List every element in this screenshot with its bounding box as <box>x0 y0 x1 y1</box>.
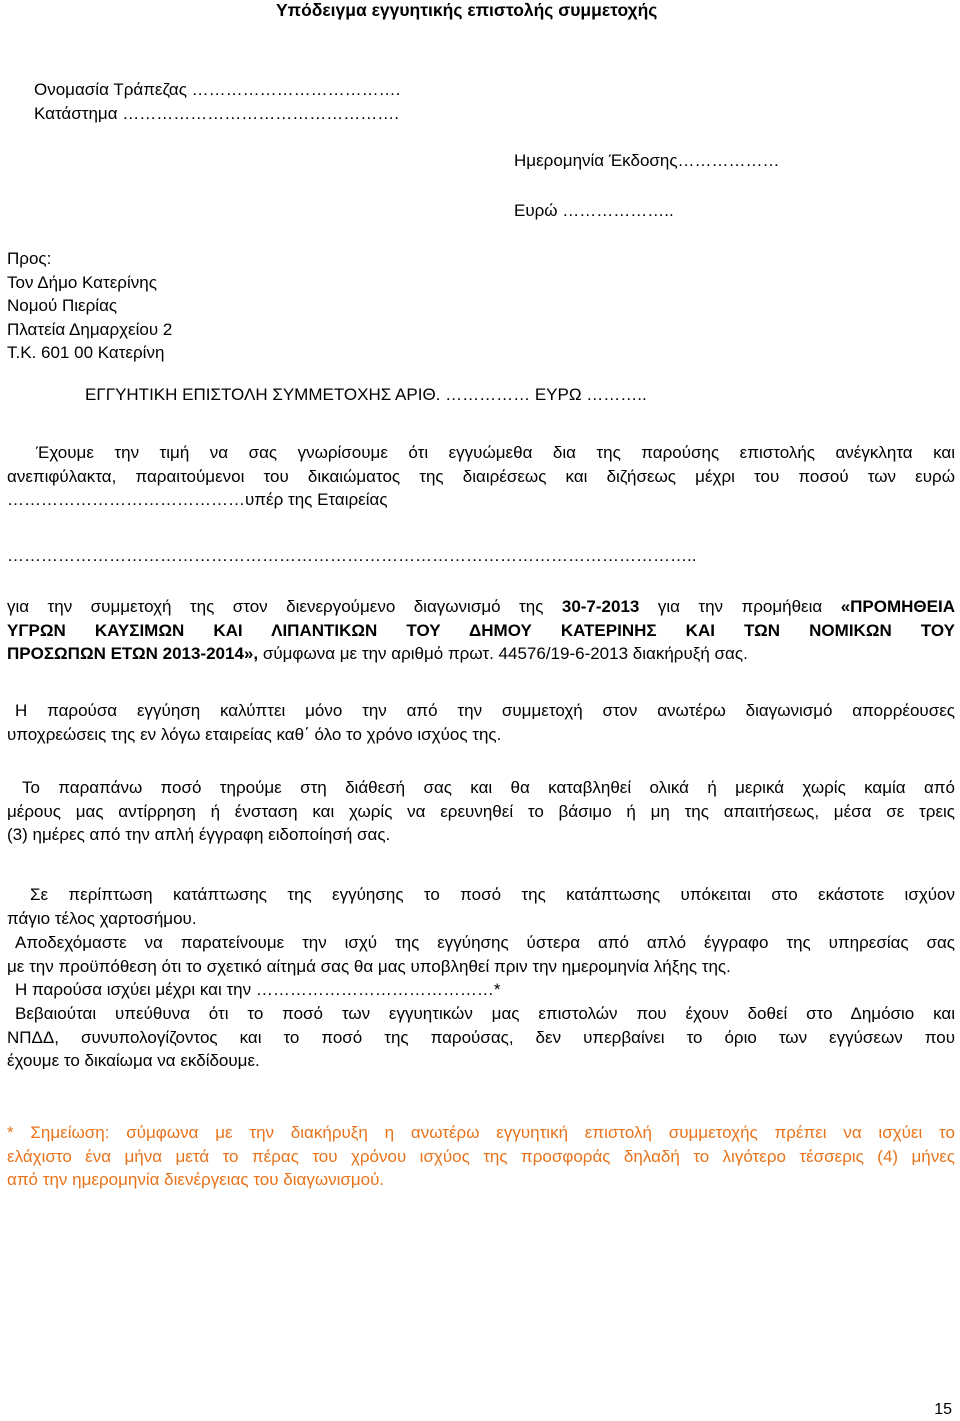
note-line: * Σημείωση: σύμφωνα με την διακήρυξη η ανωτέρω εγγυητική επιστολή συμμετοχής πρέπει να ισχύει το <box>7 1123 955 1142</box>
paragraph-line: Σε περίπτωση κατάπτωσης της εγγύησης το ποσό της κατάπτωσης υπόκειται στο εκάστοτε ισχύον <box>30 885 955 904</box>
paragraph-line <box>7 642 955 666</box>
paragraph-line: πάγιο τέλος χαρτοσήμου. <box>7 908 197 928</box>
paragraph-line: έχουμε το δικαίωμα να εκδίδουμε. <box>7 1051 260 1070</box>
tender-subject: ΥΓΡΩΝ ΚΑΥΣΙΜΩΝ ΚΑΙ ΛΙΠΑΝΤΙΚΩΝ ΤΟΥ ΔΗΜΟΥ ΚΑΤΕΡΙΝΗΣ ΚΑΙ ΤΩΝ ΝΟΜΙΚΩΝ ΤΟΥ <box>7 620 955 640</box>
branch-field: Κατάστημα …………………………………………. <box>34 104 399 123</box>
tender-subject: ΠΡΟΣΩΠΩΝ ΕΤΩΝ 2013-2014», <box>7 644 259 663</box>
paragraph-line: ……………………………………υπέρ της Εταιρείας <box>7 490 388 509</box>
paragraph-line: μέρους μας αντίρρηση ή ένσταση και χωρίς να ερευνηθεί το βάσιμο ή μη της απαιτήσεως, μέσα σε τρεις <box>7 801 955 821</box>
paragraph-declaration <box>7 1002 955 1073</box>
validity-line: Η παρούσα ισχύει μέχρι και την ……………………………………* <box>15 980 501 999</box>
paragraph-line: (3) ημέρες από την απλή έγγραφη ειδοποίησή σας. <box>7 825 391 844</box>
document-title: Υπόδειγμα εγγυητικής επιστολής συμμετοχής <box>276 0 658 20</box>
paragraph-line: Αποδεχόμαστε να παρατείνουμε την ισχύ της εγγύησης ύστερα από απλό έγγραφο της υπηρεσίας σας <box>15 933 955 952</box>
paragraph-line: ΝΠΔΔ, συνυπολογίζοντος και το ποσό της παρούσας, δεν υπερβαίνει το όριο των εγγύσεων που <box>7 1027 955 1047</box>
paragraph-stamp-duty <box>7 883 955 930</box>
bank-name-field: Ονομασία Τράπεζας ………………………………. <box>34 80 401 99</box>
euro-amount-field: Ευρώ ……………….. <box>514 201 674 220</box>
paragraph-line: υποχρεώσεις της εν λόγω εταιρείας καθ΄ όλο το χρόνο ισχύος της. <box>7 724 502 744</box>
paragraph-line: με την προϋπόθεση ότι το σχετικό αίτημά σας θα μας υποβληθεί πριν την ημερομηνία λήξης της. <box>7 956 731 976</box>
page-number: 15 <box>934 1401 952 1418</box>
paragraph-extension <box>7 931 955 978</box>
tender-text: σύμφωνα με την αριθμό πρωτ. 44576/19-6-2013 διακήρυξή σας. <box>258 644 748 663</box>
recipient-block <box>7 247 172 365</box>
recipient-to: Προς: <box>7 249 52 268</box>
tender-date: 30-7-2013 <box>561 597 640 616</box>
company-dots-line: ………………………………………………………………………………………………………….. <box>7 546 697 565</box>
paragraph-line: ανεπιφύλακτα, παραιτούμενοι του δικαιώματος της διαιρέσεως και διζήσεως μέχρι του ποσού των ευρώ <box>7 466 955 486</box>
paragraph-guarantee <box>7 441 955 512</box>
note-line: ελάχιστο ένα μήνα μετά το πέρας του χρόνου ισχύος της προσφοράς δηλαδή το λιγότερο τέσσερις (4) μήνες <box>7 1146 955 1166</box>
paragraph-line: Βεβαιούται υπεύθυνα ότι το ποσό των εγγυητικών μας επιστολών που έχουν δοθεί στο Δημόσιο και <box>15 1004 955 1023</box>
letter-heading: ΕΓΓΥΗΤΙΚΗ ΕΠΙΣΤΟΛΗ ΣΥΜΜΕΤΟΧΗΣ ΑΡΙΘ. …………… ΕΥΡΩ ……….. <box>85 385 647 404</box>
paragraph-coverage <box>7 699 955 746</box>
tender-text: για την συμμετοχή της στον διενεργούμενο διαγωνισμό της <box>7 597 562 616</box>
tender-text: για την προμήθεια <box>639 597 841 616</box>
paragraph-line: Το παραπάνω ποσό τηρούμε στη διάθεσή σας και θα καταβληθεί ολικά ή μερικά χωρίς καμία από <box>22 778 955 797</box>
paragraph-payment <box>7 776 955 847</box>
tender-subject: «ΠΡΟΜΗΘΕΙΑ <box>840 597 955 616</box>
note-block <box>7 1121 955 1192</box>
paragraph-line <box>7 595 955 619</box>
note-line: από την ημερομηνία διενέργειας του διαγωνισμού. <box>7 1170 385 1189</box>
recipient-line-4: Τ.Κ. 601 00 Κατερίνη <box>7 343 165 362</box>
paragraph-line: Έχουμε την τιμή να σας γνωρίσουμε ότι εγγυώμεθα δια της παρούσης επιστολής ανέγκλητα και <box>36 443 955 462</box>
recipient-line-3: Πλατεία Δημαρχείου 2 <box>7 319 173 339</box>
recipient-line-2: Νομού Πιερίας <box>7 296 118 315</box>
paragraph-line: Η παρούσα εγγύηση καλύπτει μόνο την από την συμμετοχή στον ανωτέρω διαγωνισμό απορρέουσες <box>15 701 955 720</box>
recipient-line-1: Τον Δήμο Κατερίνης <box>7 272 157 292</box>
paragraph-tender <box>7 595 955 666</box>
issue-date-field: Ημερομηνία Έκδοσης……………… <box>514 151 780 170</box>
